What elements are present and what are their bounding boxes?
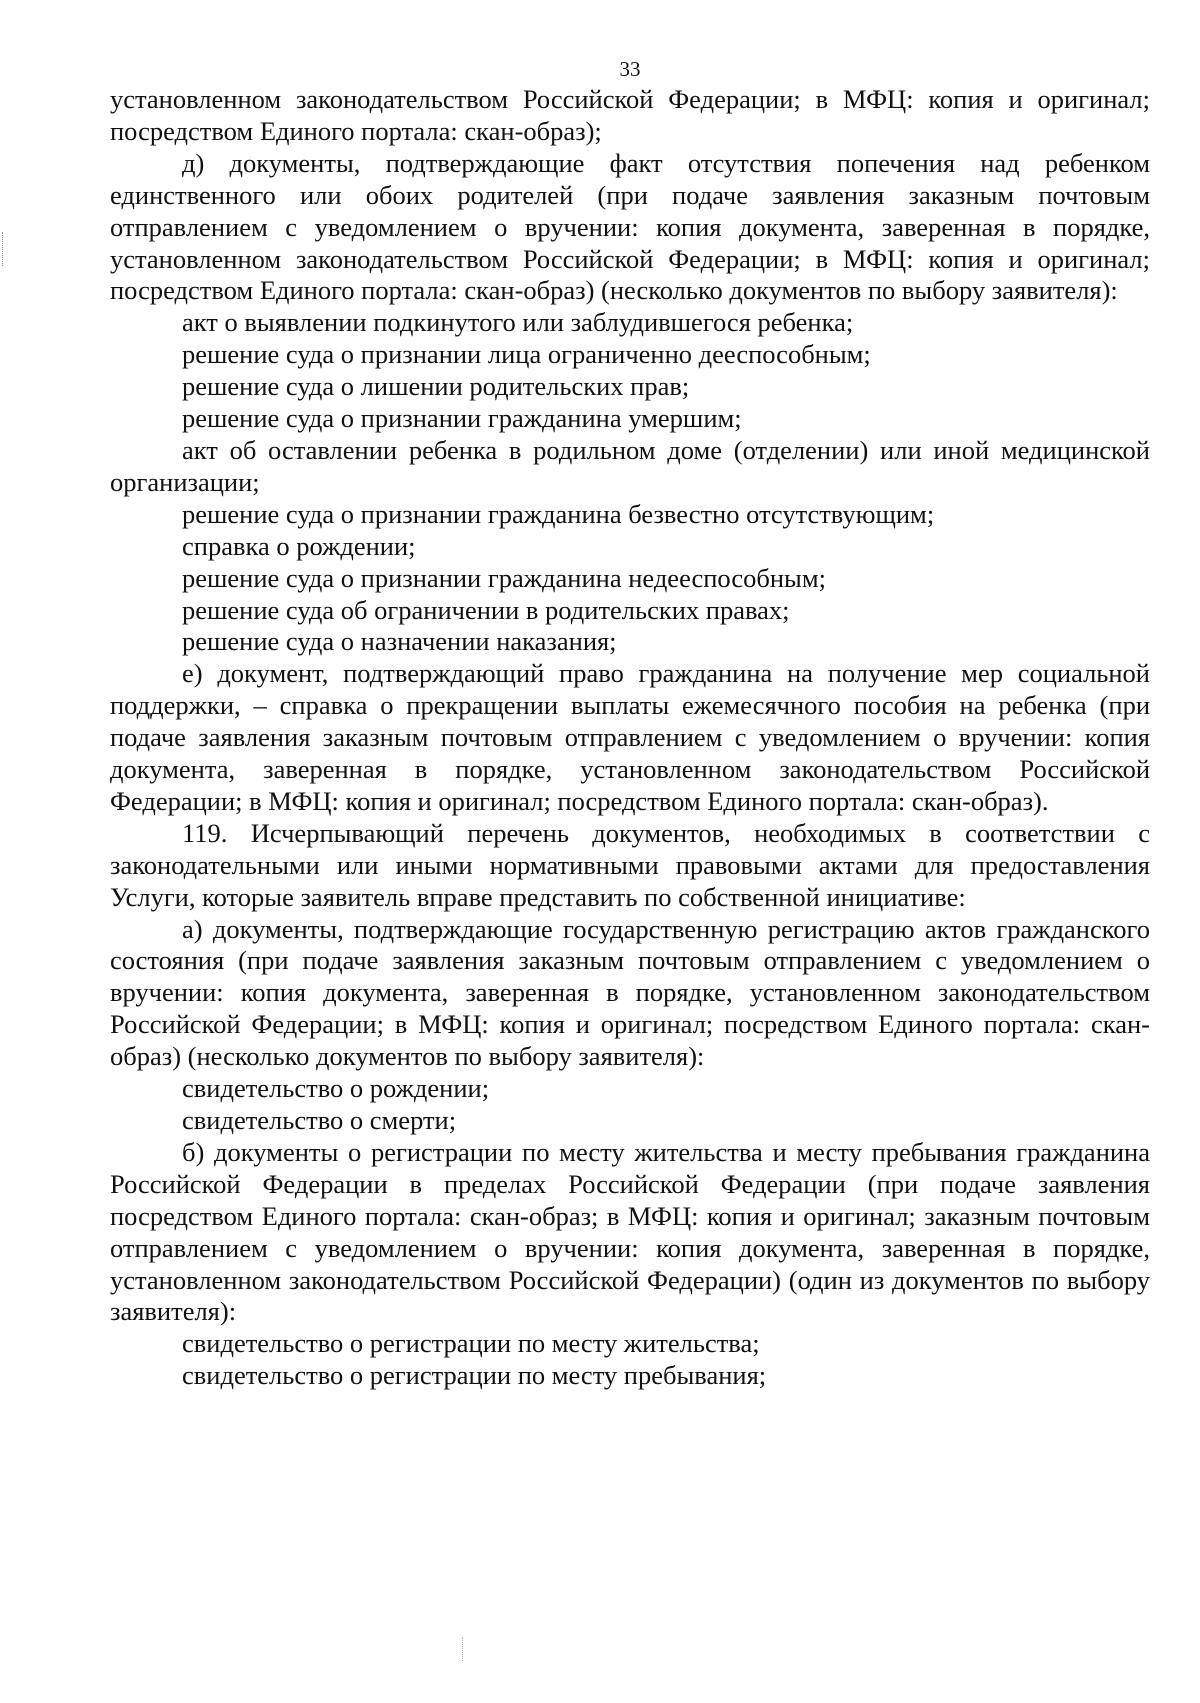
list-item: решение суда о признании гражданина безвестно отсутствующим; bbox=[182, 498, 935, 529]
list-item: справка о рождении; bbox=[182, 530, 416, 561]
list-item: решение суда об ограничении в родительских правах; bbox=[182, 594, 790, 625]
list-item: свидетельство о смерти; bbox=[182, 1105, 457, 1135]
paragraph-b-registration-documents: б) документы о регистрации по месту жительства и месту пребывания гражданина Российской Федерации в пределах Российской Федерации (при подаче заявления посредством Единого портала: скан-образ; в МФЦ: копия и оригинал; заказным почтовым отправлением с уведомлением о вручении: копия документа, заверенная в порядке, установленном законодательством Российской Федерации) (один из документов по выбору заявителя): bbox=[110, 1136, 1150, 1327]
list-item: решение суда о лишении родительских прав; bbox=[182, 371, 690, 402]
list-item: свидетельство о регистрации по месту жительства; bbox=[182, 1328, 760, 1359]
document-page bbox=[110, 56, 1150, 1392]
list-item: акт о выявлении подкинутого или заблудившегося ребенка; bbox=[182, 307, 854, 338]
scan-bottom-mark bbox=[462, 1637, 464, 1661]
paragraph-d-documents-absence-of-care: д) документы, подтверждающие факт отсутствия попечения над ребенком единственного или обоих родителей (при подаче заявления заказным почтовым отправлением с уведомлением о вручении: копия документа, заверенная в порядке, установленном законодательством Российской Федерации; в МФЦ: копия и оригинал; посредством Единого портала: скан-образ) (несколько документов по выбору заявителя): bbox=[110, 147, 1150, 306]
list-item: свидетельство о рождении; bbox=[182, 1073, 490, 1104]
list-item: решение суда о признании лица ограниченно дееспособным; bbox=[182, 339, 871, 370]
list-item: решение суда о признании гражданина умершим; bbox=[182, 403, 742, 434]
list-item: решение суда о признании гражданина недееспособным; bbox=[182, 562, 826, 593]
paragraph-continuation: установленном законодательством Российской Федерации; в МФЦ: копия и оригинал; посредством Единого портала: скан-образ); bbox=[110, 84, 1150, 146]
list-item: свидетельство о регистрации по месту пребывания; bbox=[182, 1360, 767, 1391]
page-number: 33 bbox=[619, 57, 641, 81]
paragraph-a-civil-status-documents: а) документы, подтверждающие государственную регистрацию актов гражданского состояния (при подаче заявления заказным почтовым отправлением с уведомлением о вручении: копия документа, заверенная в порядке, установленном законодательством Российской Федерации; в МФЦ: копия и оригинал; посредством Единого портала: скан-образ) (несколько документов по выбору заявителя): bbox=[110, 913, 1150, 1072]
list-item: акт об оставлении ребенка в родильном доме (отделении) или иной медицинской организации; bbox=[110, 434, 1150, 497]
paragraph-119-exhaustive-list: 119. Исчерпывающий перечень документов, необходимых в соответствии с законодательными или иными нормативными правовыми актами для предоставления Услуги, которые заявитель вправе представить по собственной инициативе: bbox=[110, 817, 1150, 912]
paragraph-e-document-social-support: е) документ, подтверждающий право гражданина на получение мер социальной поддержки, – справка о прекращении выплаты ежемесячного пособия на ребенка (при подаче заявления заказным почтовым отправлением с уведомлением о вручении: копия документа, заверенная в порядке, установленном законодательством Российской Федерации; в МФЦ: копия и оригинал; посредством Единого портала: скан-образ). bbox=[110, 658, 1150, 816]
scan-edge-mark bbox=[2, 232, 5, 266]
list-item: решение суда о назначении наказания; bbox=[182, 626, 617, 657]
